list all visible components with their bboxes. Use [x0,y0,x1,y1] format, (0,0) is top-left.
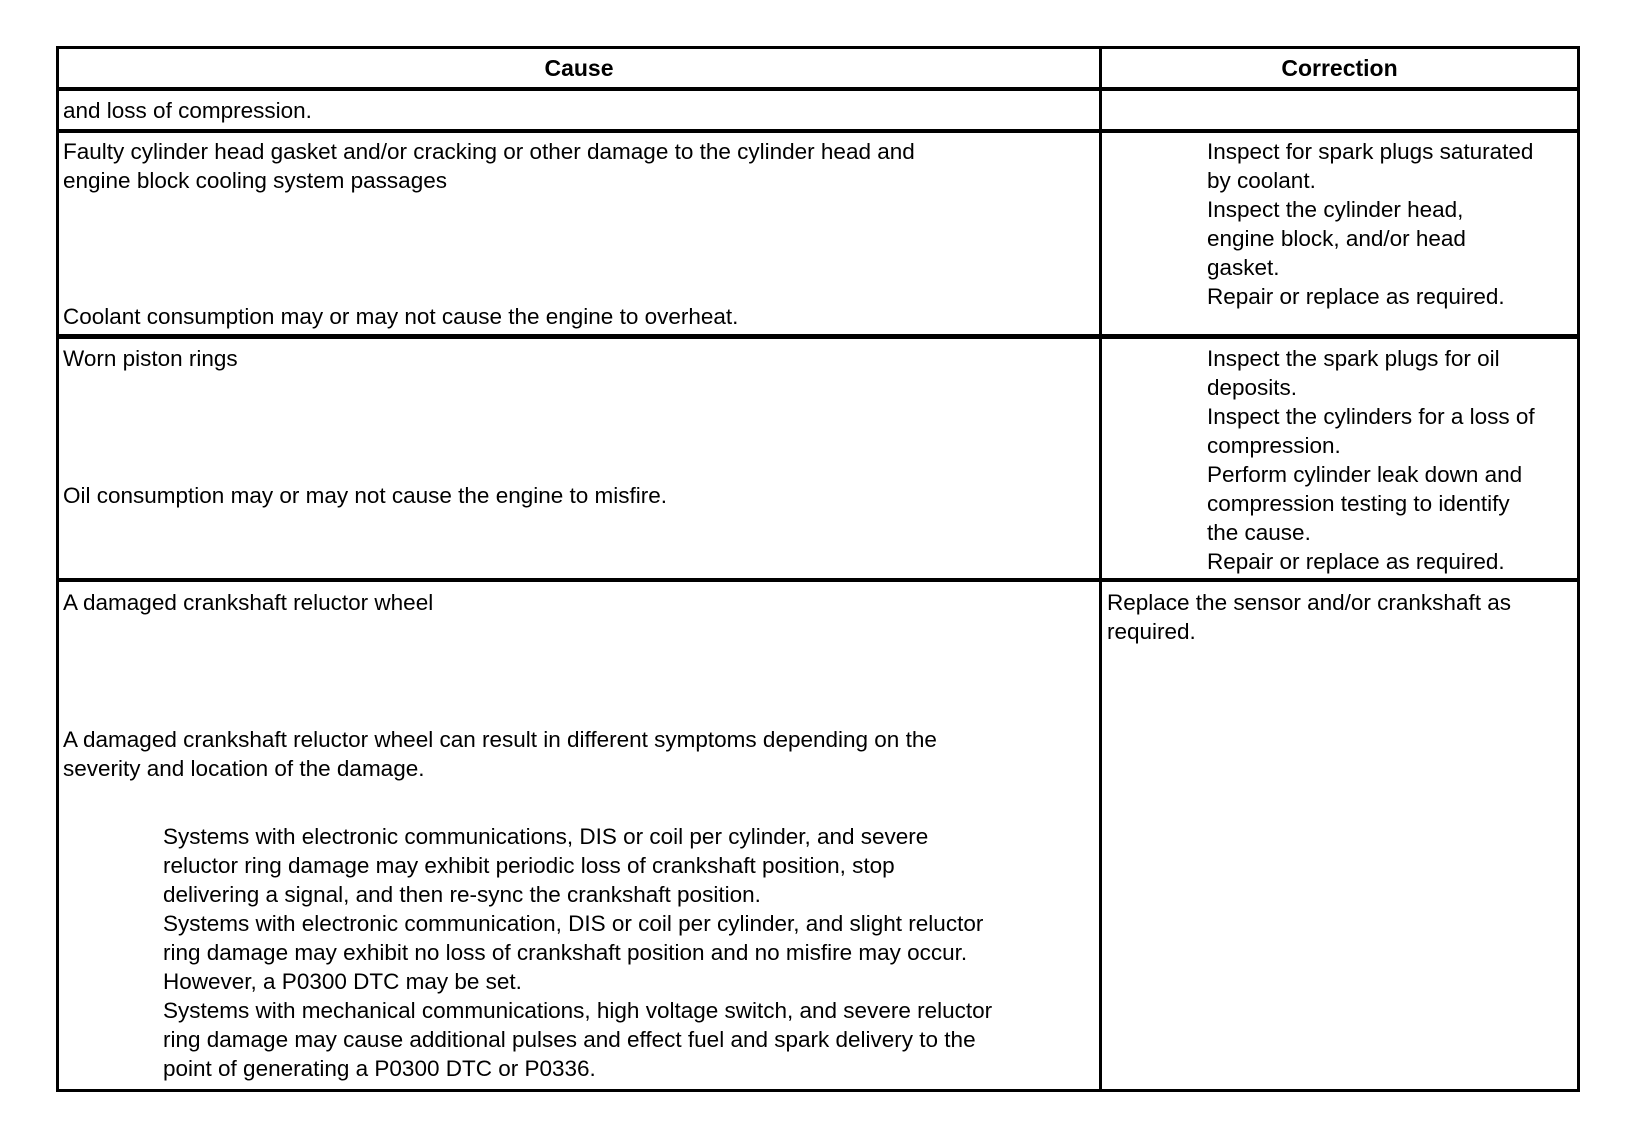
cause-bullet: reluctor ring damage may exhibit periodic loss of crankshaft position, stop [163,853,895,878]
correction-step: by coolant. [1207,168,1316,193]
cause-bullet: ring damage may cause additional pulses and effect fuel and spark delivery to the [163,1027,976,1052]
row-divider [56,334,1580,339]
header-cause: Cause [544,55,614,81]
correction-step: Repair or replace as required. [1207,284,1505,309]
correction-step: compression. [1207,433,1341,458]
correction-step: compression testing to identify [1207,491,1510,516]
cause-note: Oil consumption may or may not cause the engine to misfire. [63,483,668,508]
cause-bullet: Systems with mechanical communications, high voltage switch, and severe reluctor [163,998,993,1023]
correction-step: Inspect the spark plugs for oil [1207,346,1500,371]
cause-bullet: ring damage may exhibit no loss of crankshaft position and no misfire may occur. [163,940,968,965]
correction-step: Repair or replace as required. [1207,549,1505,574]
correction-step: the cause. [1207,520,1311,545]
row-divider [56,132,1580,133]
cause-note: severity and location of the damage. [63,756,425,781]
cause-bullet: Systems with electronic communication, DIS or coil per cylinder, and slight reluctor [163,911,984,936]
cause-text: Faulty cylinder head gasket and/or cracking or other damage to the cylinder head and [63,139,915,164]
cause-text: engine block cooling system passages [63,168,447,193]
header-correction: Correction [1281,55,1398,81]
cause-text: Worn piston rings [63,346,238,371]
correction-step: required. [1107,619,1196,644]
column-divider [1099,46,1102,1092]
cause-bullet: However, a P0300 DTC may be set. [163,969,522,994]
cause-note: A damaged crankshaft reluctor wheel can result in different symptoms depending on the [63,727,937,752]
cause-bullet: Systems with electronic communications, DIS or coil per cylinder, and severe [163,824,929,849]
cause-text: A damaged crankshaft reluctor wheel [63,590,434,615]
row-divider [56,578,1580,582]
correction-step: Perform cylinder leak down and [1207,462,1523,487]
cause-note: Coolant consumption may or may not cause the engine to overheat. [63,304,739,329]
header-divider [56,87,1580,91]
cause-text: and loss of compression. [63,98,312,123]
correction-step: Replace the sensor and/or crankshaft as [1107,590,1511,615]
correction-step: engine block, and/or head [1207,226,1466,251]
correction-step: Inspect the cylinder head, [1207,197,1464,222]
correction-step: Inspect for spark plugs saturated [1207,139,1534,164]
correction-step: Inspect the cylinders for a loss of [1207,404,1535,429]
cause-bullet: point of generating a P0300 DTC or P0336. [163,1056,596,1081]
correction-step: deposits. [1207,375,1298,400]
correction-step: gasket. [1207,255,1280,280]
cause-bullet: delivering a signal, and then re-sync the crankshaft position. [163,882,761,907]
